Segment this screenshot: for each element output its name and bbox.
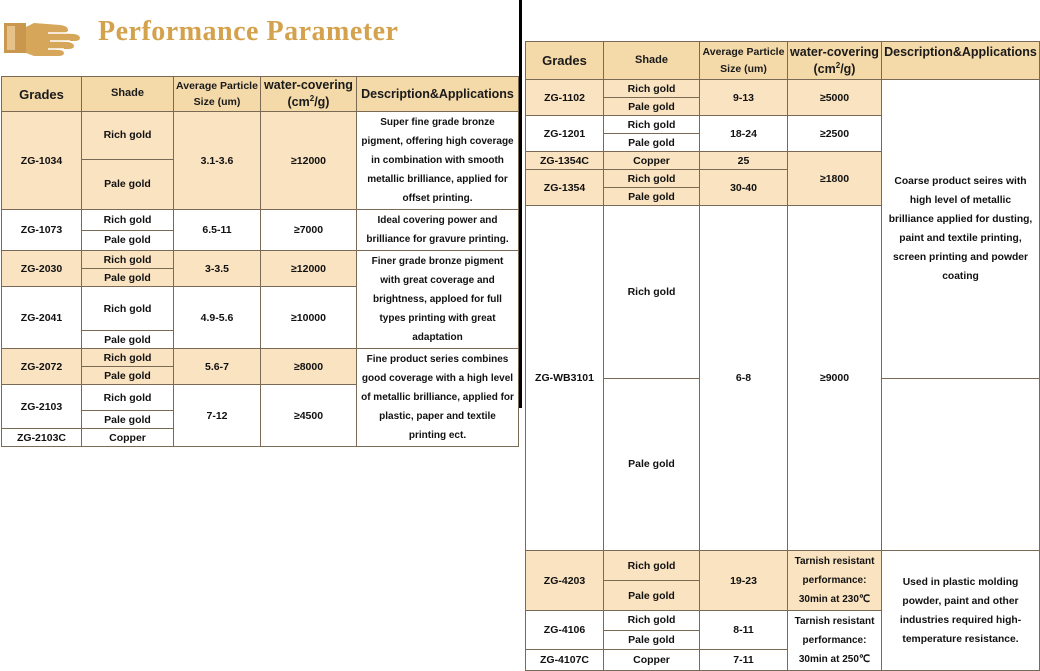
header-water-covering: water-covering $(cm^2/g)$ [261,77,357,112]
shade-cell: Rich gold [82,210,174,231]
header-shade: Shade [82,77,174,112]
shade-cell: Rich gold [604,116,700,134]
size-cell: 5.6-7 [174,349,261,385]
shade-cell: Rich gold [604,551,700,581]
size-cell: 6.5-11 [174,210,261,251]
cover-cell: Tarnish resistant performance: 30min at 230℃ [788,551,882,611]
table-row [2,210,519,231]
header-description: Description&Applications [357,77,519,112]
shade-cell: Rich gold [82,349,174,367]
description-cell: Fine product series combines good coverage with a high level of metallic brilliance, applied for plastic, paper and textile printing ect. [357,349,519,447]
table-header-row [526,42,1040,80]
header-particle-size: Average Particle Size (um) [700,42,788,80]
table-header-row [2,77,519,112]
description-cell: Finer grade bronze pigment with great coverage and brightness, apploed for full types printing with great adaptation [357,251,519,349]
size-cell: 30-40 [700,170,788,206]
column-divider [519,0,522,408]
cover-cell: ≥10000 [261,287,357,349]
cover-cell: ≥2500 [788,116,882,152]
size-cell: 6-8 [700,206,788,551]
size-cell: 7-11 [700,650,788,671]
header-description: Description&Applications [882,42,1040,80]
shade-cell: Copper [604,152,700,170]
shade-cell: Copper [82,429,174,447]
header-particle-size: Average Particle Size (um) [174,77,261,112]
grade-cell: ZG-1201 [526,116,604,152]
size-cell: 3.1-3.6 [174,112,261,210]
grade-cell: ZG-1354C [526,152,604,170]
left-parameter-table [1,76,519,447]
description-cell: Coarse product seires with high level of metallic brilliance applied for dusting, paint and textile printing, screen printing and powder coating [882,80,1040,379]
header-water-covering: water-covering $(cm^2/g)$ [788,42,882,80]
cover-cell: Tarnish resistant performance: 30min at 250℃ [788,611,882,671]
shade-cell: Pale gold [604,630,700,650]
grade-cell: ZG-2072 [2,349,82,385]
shade-cell: Pale gold [82,367,174,385]
table-row [526,551,1040,581]
size-cell: 4.9-5.6 [174,287,261,349]
header-grades: Grades [526,42,604,80]
shade-cell: Pale gold [604,98,700,116]
size-cell: 19-23 [700,551,788,611]
size-cell: 9-13 [700,80,788,116]
shade-cell: Rich gold [82,251,174,269]
description-cell: Super fine grade bronze pigment, offering high coverage in combination with smooth metallic brilliance, applied for offset printing. [357,112,519,210]
grade-cell: ZG-2030 [2,251,82,287]
size-cell: 18-24 [700,116,788,152]
table-row [2,112,519,160]
pointing-hand-icon [4,18,82,58]
header-grades: Grades [2,77,82,112]
table-row [526,80,1040,98]
shade-cell: Rich gold [604,611,700,631]
shade-cell: Pale gold [82,269,174,287]
shade-cell: Pale gold [604,581,700,611]
size-cell: 8-11 [700,611,788,650]
size-cell: 7-12 [174,385,261,447]
description-cell: Ideal covering power and brilliance for gravure printing. [357,210,519,251]
shade-cell: Rich gold [604,206,700,379]
grade-cell: ZG-1354 [526,170,604,206]
shade-cell: Rich gold [604,170,700,188]
section-banner [0,0,520,70]
grade-cell: ZG-2103 [2,385,82,429]
cover-cell: ≥1800 [788,152,882,206]
description-cell: Used in plastic molding powder, paint and other industries required high-temperature resistance. [882,551,1040,671]
cover-cell: ≥9000 [788,206,882,551]
shade-cell: Rich gold [82,287,174,331]
grade-cell: ZG-1034 [2,112,82,210]
grade-cell: ZG-4203 [526,551,604,611]
cover-cell: ≥8000 [261,349,357,385]
shade-cell: Rich gold [82,385,174,411]
shade-cell: Pale gold [82,411,174,429]
shade-cell: Copper [604,650,700,671]
header-shade: Shade [604,42,700,80]
cover-cell: ≥7000 [261,210,357,251]
grade-cell: ZG-2103C [2,429,82,447]
cover-cell: ≥12000 [261,251,357,287]
shade-cell: Rich gold [604,80,700,98]
shade-cell: Pale gold [82,331,174,349]
size-cell: 3-3.5 [174,251,261,287]
shade-cell: Pale gold [82,159,174,209]
grade-cell: ZG-4107C [526,650,604,671]
grade-cell: ZG-WB3101 [526,206,604,551]
cover-cell: ≥4500 [261,385,357,447]
grade-cell: ZG-4106 [526,611,604,650]
grade-cell: ZG-2041 [2,287,82,349]
shade-cell: Rich gold [82,112,174,160]
table-row [2,349,519,367]
cover-cell: ≥5000 [788,80,882,116]
shade-cell: Pale gold [604,378,700,551]
shade-cell: Pale gold [82,230,174,251]
right-parameter-table [525,41,1040,671]
table-row [2,251,519,269]
size-cell: 25 [700,152,788,170]
grade-cell: ZG-1073 [2,210,82,251]
banner-title: Performance Parameter [98,16,399,47]
cover-cell: ≥12000 [261,112,357,210]
shade-cell: Pale gold [604,134,700,152]
grade-cell: ZG-1102 [526,80,604,116]
shade-cell: Pale gold [604,188,700,206]
